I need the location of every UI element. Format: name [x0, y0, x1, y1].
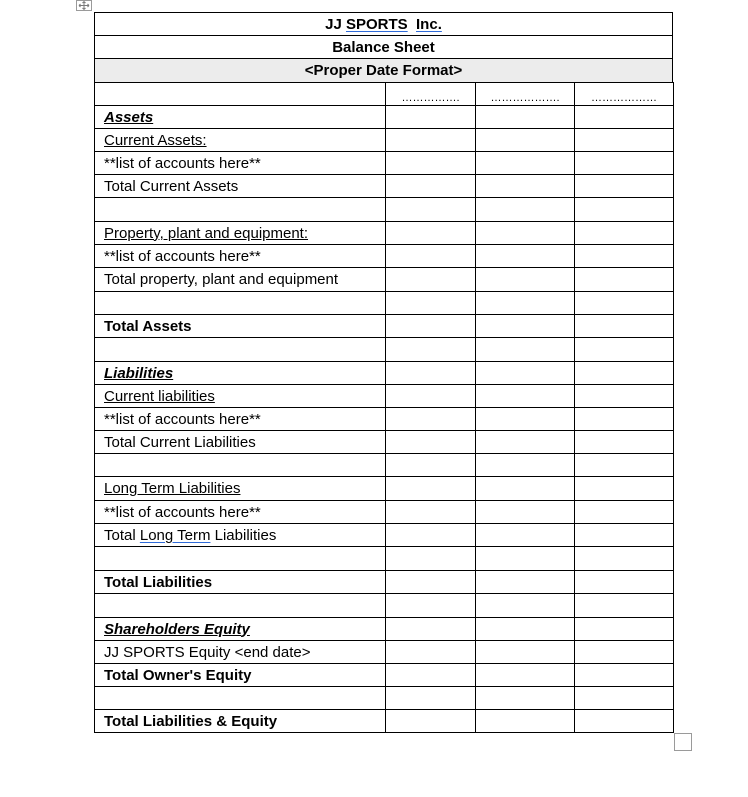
- amount-cell-col2[interactable]: [476, 710, 575, 733]
- amount-cell-col3[interactable]: [575, 175, 674, 198]
- amount-cell-col3[interactable]: [575, 408, 674, 431]
- amount-cell-col3[interactable]: [575, 268, 674, 292]
- account-label: Liabilities: [104, 364, 174, 382]
- account-label-cell[interactable]: [95, 315, 386, 338]
- table-row: [95, 687, 674, 710]
- amount-cell-col3[interactable]: [575, 152, 674, 175]
- amount-cell-col2[interactable]: [476, 198, 575, 222]
- table-row: [95, 618, 674, 641]
- date-row[interactable]: [94, 58, 673, 82]
- amount-cell-col3[interactable]: [575, 664, 674, 687]
- amount-cell-col3[interactable]: [575, 501, 674, 524]
- account-label: **list of accounts here**: [104, 154, 261, 172]
- table-row: [95, 385, 674, 408]
- table-row: [95, 408, 674, 431]
- table-row: [95, 547, 674, 571]
- amount-cell-col1[interactable]: [386, 431, 476, 454]
- amount-cell-col2[interactable]: [476, 687, 575, 710]
- table-row: [95, 198, 674, 222]
- amount-cell-col2[interactable]: [476, 547, 575, 571]
- table-row: [95, 477, 674, 501]
- amount-cell-col3[interactable]: [575, 547, 674, 571]
- amount-cell-col3[interactable]: [575, 710, 674, 733]
- amount-cell-col3[interactable]: [575, 385, 674, 408]
- account-label: **list of accounts here**: [104, 247, 261, 265]
- account-label: Total Owner's Equity: [104, 666, 252, 684]
- amount-cell-col3[interactable]: [575, 245, 674, 268]
- account-label-cell[interactable]: [95, 338, 386, 362]
- amount-cell-col2[interactable]: [476, 408, 575, 431]
- account-label-cell[interactable]: [95, 594, 386, 618]
- account-label-cell[interactable]: [95, 571, 386, 594]
- amount-cell-col2[interactable]: [476, 501, 575, 524]
- account-label: **list of accounts here**: [104, 503, 261, 521]
- amount-cell-col2[interactable]: [476, 83, 575, 106]
- table-row: [95, 571, 674, 594]
- amount-cell-col1[interactable]: [386, 594, 476, 618]
- amount-cell-col3[interactable]: [575, 222, 674, 245]
- account-label: Total Assets: [104, 317, 192, 335]
- table-row: [95, 501, 674, 524]
- account-label-cell[interactable]: [95, 431, 386, 454]
- amount-cell-col1[interactable]: [386, 571, 476, 594]
- amount-cell-col2[interactable]: [476, 175, 575, 198]
- column-placeholder: ………………: [591, 91, 657, 104]
- table-row: [95, 222, 674, 245]
- amount-cell-col1[interactable]: [386, 687, 476, 710]
- table-row: [95, 315, 674, 338]
- amount-cell-col3[interactable]: [575, 129, 674, 152]
- table-row: [95, 710, 674, 733]
- amount-cell-col2[interactable]: [476, 477, 575, 501]
- account-label-cell[interactable]: [95, 152, 386, 175]
- amount-cell-col1[interactable]: [386, 408, 476, 431]
- amount-cell-col2[interactable]: [476, 641, 575, 664]
- table-row: [95, 83, 674, 106]
- amount-cell-col2[interactable]: [476, 338, 575, 362]
- table-row: [95, 268, 674, 292]
- amount-cell-col2[interactable]: [476, 245, 575, 268]
- amount-cell-col3[interactable]: [575, 106, 674, 129]
- account-label-cell[interactable]: [95, 222, 386, 245]
- amount-cell-col1[interactable]: [386, 245, 476, 268]
- amount-cell-col2[interactable]: [476, 152, 575, 175]
- account-label-cell[interactable]: [95, 268, 386, 292]
- amount-cell-col1[interactable]: [386, 175, 476, 198]
- amount-cell-col1[interactable]: [386, 385, 476, 408]
- amount-cell-col3[interactable]: [575, 83, 674, 106]
- amount-cell-col2[interactable]: [476, 222, 575, 245]
- amount-cell-col2[interactable]: [476, 618, 575, 641]
- amount-cell-col1[interactable]: [386, 664, 476, 687]
- amount-cell-col1[interactable]: [386, 292, 476, 315]
- amount-cell-col2[interactable]: [476, 454, 575, 477]
- account-label-cell[interactable]: [95, 477, 386, 501]
- account-label: Long Term Liabilities: [104, 480, 241, 497]
- amount-cell-col3[interactable]: [575, 315, 674, 338]
- column-placeholder: …………….: [401, 91, 460, 104]
- amount-cell-col1[interactable]: [386, 641, 476, 664]
- amount-cell-col2[interactable]: [476, 315, 575, 338]
- amount-cell-col3[interactable]: [575, 431, 674, 454]
- account-label: Current liabilities: [104, 387, 215, 405]
- account-label: Total Long Term Liabilities: [104, 526, 277, 544]
- account-label-cell[interactable]: [95, 292, 386, 315]
- amount-cell-col1[interactable]: [386, 547, 476, 571]
- account-label-cell[interactable]: [95, 524, 386, 547]
- table-row: [95, 594, 674, 618]
- account-label: Property, plant and equipment:: [104, 224, 309, 242]
- amount-cell-col1[interactable]: [386, 268, 476, 292]
- amount-cell-col1[interactable]: [386, 524, 476, 547]
- account-label: **list of accounts here**: [104, 410, 261, 428]
- amount-cell-col3[interactable]: [575, 571, 674, 594]
- amount-cell-col2[interactable]: [476, 268, 575, 292]
- table-row: [95, 454, 674, 477]
- account-label-cell[interactable]: [95, 245, 386, 268]
- account-label: Assets: [104, 108, 154, 126]
- table-row: [95, 431, 674, 454]
- account-label-cell[interactable]: [95, 641, 386, 664]
- table-row: [95, 152, 674, 175]
- amount-cell-col3[interactable]: [575, 687, 674, 710]
- table-row: [95, 641, 674, 664]
- account-label: Total property, plant and equipment: [104, 271, 339, 288]
- amount-cell-col3[interactable]: [575, 618, 674, 641]
- amount-cell-col1[interactable]: [386, 152, 476, 175]
- statement-title: Balance Sheet: [332, 38, 435, 56]
- table-resize-handle-icon[interactable]: [674, 733, 692, 751]
- amount-cell-col3[interactable]: [575, 594, 674, 618]
- amount-cell-col1[interactable]: [386, 315, 476, 338]
- table-row: [95, 524, 674, 547]
- table-row: [95, 664, 674, 687]
- account-label-cell[interactable]: [95, 710, 386, 733]
- account-label-cell[interactable]: [95, 687, 386, 710]
- amount-cell-col1[interactable]: [386, 198, 476, 222]
- amount-cell-col1[interactable]: [386, 618, 476, 641]
- account-label: Total Liabilities: [104, 573, 213, 591]
- account-label-cell[interactable]: [95, 547, 386, 571]
- amount-cell-col3[interactable]: [575, 524, 674, 547]
- column-placeholder: ……………….: [490, 91, 560, 104]
- amount-cell-col1[interactable]: [386, 129, 476, 152]
- account-label: Current Assets:: [104, 131, 207, 149]
- account-label-cell[interactable]: [95, 129, 386, 152]
- table-row: [95, 106, 674, 129]
- account-label: Total Current Assets: [104, 177, 239, 195]
- amount-cell-col3[interactable]: [575, 198, 674, 222]
- amount-cell-col3[interactable]: [575, 454, 674, 477]
- account-label-cell[interactable]: [95, 408, 386, 431]
- balance-sheet-table: [94, 82, 674, 733]
- amount-cell-col2[interactable]: [476, 571, 575, 594]
- company-name: JJ SPORTS Inc.: [325, 15, 442, 33]
- account-label-cell[interactable]: [95, 618, 386, 641]
- amount-cell-col1[interactable]: [386, 222, 476, 245]
- amount-cell-col2[interactable]: [476, 524, 575, 547]
- table-row: [95, 338, 674, 362]
- account-label-cell[interactable]: [95, 385, 386, 408]
- statement-title-row[interactable]: [94, 35, 673, 58]
- account-label-cell[interactable]: [95, 175, 386, 198]
- amount-cell-col3[interactable]: [575, 641, 674, 664]
- company-name-row[interactable]: [94, 12, 673, 35]
- amount-cell-col2[interactable]: [476, 385, 575, 408]
- table-row: [95, 129, 674, 152]
- amount-cell-col2[interactable]: [476, 292, 575, 315]
- amount-cell-col2[interactable]: [476, 106, 575, 129]
- amount-cell-col1[interactable]: [386, 338, 476, 362]
- amount-cell-col1[interactable]: [386, 710, 476, 733]
- amount-cell-col1[interactable]: [386, 477, 476, 501]
- table-move-handle-icon[interactable]: [76, 0, 92, 11]
- account-label-cell[interactable]: [95, 664, 386, 687]
- account-label-cell[interactable]: [95, 501, 386, 524]
- amount-cell-col2[interactable]: [476, 129, 575, 152]
- amount-cell-col2[interactable]: [476, 431, 575, 454]
- account-label: Total Liabilities & Equity: [104, 712, 278, 730]
- account-label: Total Current Liabilities: [104, 433, 256, 451]
- table-row: [95, 175, 674, 198]
- amount-cell-col1[interactable]: [386, 106, 476, 129]
- account-label-cell[interactable]: [95, 198, 386, 222]
- account-label: JJ SPORTS Equity <end date>: [104, 643, 311, 661]
- account-label-cell[interactable]: [95, 106, 386, 129]
- amount-cell-col2[interactable]: [476, 594, 575, 618]
- account-label-cell[interactable]: [95, 454, 386, 477]
- table-row: [95, 245, 674, 268]
- account-label-cell[interactable]: [95, 362, 386, 385]
- amount-cell-col3[interactable]: [575, 338, 674, 362]
- statement-date: <Proper Date Format>: [304, 62, 463, 79]
- amount-cell-col1[interactable]: [386, 362, 476, 385]
- account-label-cell[interactable]: [95, 83, 386, 106]
- table-row: [95, 292, 674, 315]
- amount-cell-col1[interactable]: [386, 501, 476, 524]
- amount-cell-col1[interactable]: [386, 83, 476, 106]
- amount-cell-col2[interactable]: [476, 362, 575, 385]
- amount-cell-col3[interactable]: [575, 292, 674, 315]
- amount-cell-col1[interactable]: [386, 454, 476, 477]
- account-label: Shareholders Equity: [104, 620, 250, 638]
- table-row: [95, 362, 674, 385]
- amount-cell-col3[interactable]: [575, 362, 674, 385]
- amount-cell-col3[interactable]: [575, 477, 674, 501]
- amount-cell-col2[interactable]: [476, 664, 575, 687]
